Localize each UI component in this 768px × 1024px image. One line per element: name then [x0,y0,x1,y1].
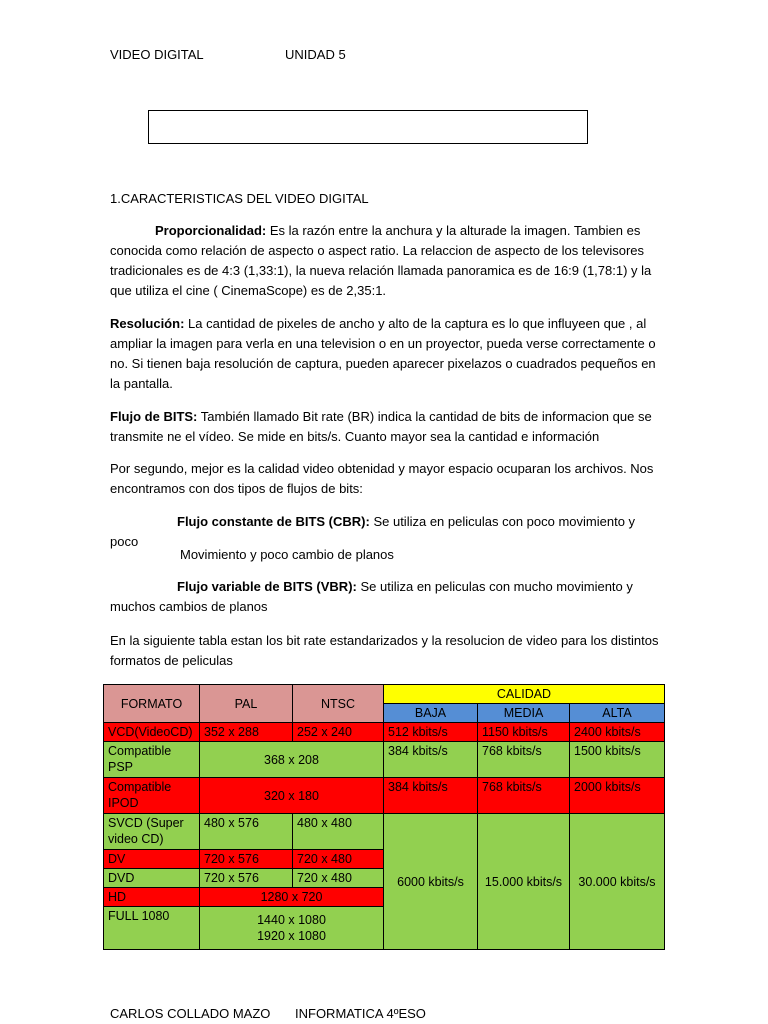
cell-resolution: 320 x 180 [200,778,384,814]
text-flujo-bits: También llamado Bit rate (BR) indica la cantidad de bits de informacion que se transmite ne el vídeo. Se mide en bits/s. Cuanto mayor sea la cantidad e información [110,409,652,444]
header-title: VIDEO DIGITAL [110,47,204,62]
cell-format: DV [104,850,200,869]
cell-group-media: 15.000 kbits/s [478,814,570,950]
paragraph-proporcionalidad [110,221,660,301]
table-row [104,814,665,850]
cell-format: Compatible PSP [104,742,200,778]
header-ntsc: NTSC [293,685,384,723]
text-cbr: Se utiliza en peliculas con poco movimiento y poco [110,514,636,549]
cell-format: VCD(VideoCD) [104,723,200,742]
cell-resolution-1440: 1440 x 1080 [257,913,326,927]
paragraph-vbr [110,577,660,617]
cell-ntsc: 252 x 240 [293,723,384,742]
footer-author: CARLOS COLLADO MAZO [110,1006,271,1021]
title-box [148,110,588,144]
label-flujo-bits: Flujo de BITS: [110,409,198,424]
cell-alta: 2000 kbits/s [570,778,665,814]
cell-format: FULL 1080 [104,907,200,950]
text-proporcionalidad: Es la razón entre la anchura y la alturade la imagen. Tambien es conocida como relación de aspecto o aspect ratio. La relaccion de aspecto de los televisores tradicionales es de 4:3 (1,33:1), la nueva relación llamada panoramica es de 16:9 (1,78:1) y la que utiliza el cine ( CinemaScope) es de 2,35:1. [110,223,652,298]
label-vbr: Flujo variable de BITS (VBR): [177,579,357,594]
cell-resolution-1920: 1920 x 1080 [257,929,326,943]
cell-pal: 480 x 576 [200,814,293,850]
header-media: MEDIA [478,704,570,723]
paragraph-flujo-bits [110,407,660,447]
table-row [104,685,665,704]
cell-media: 768 kbits/s [478,778,570,814]
cell-baja: 384 kbits/s [384,778,478,814]
section-title: 1.CARACTERISTICAS DEL VIDEO DIGITAL [110,191,369,206]
cell-resolution: 368 x 208 [200,742,384,778]
paragraph-resolucion [110,314,660,394]
cell-resolution [200,907,384,950]
label-resolucion: Resolución: [110,316,185,331]
cell-media: 1150 kbits/s [478,723,570,742]
formats-table [103,684,665,950]
cell-pal: 720 x 576 [200,850,293,869]
cell-ntsc: 720 x 480 [293,850,384,869]
table-row [104,742,665,778]
paragraph-por-segundo: Por segundo, mejor es la calidad video obtenidad y mayor espacio ocuparan los archivos. Nos encontramos con dos tipos de flujos de bits: [110,461,654,496]
cell-group-baja: 6000 kbits/s [384,814,478,950]
table-row [104,778,665,814]
footer-course: INFORMATICA 4ºESO [295,1006,426,1021]
label-proporcionalidad: Proporcionalidad: [155,223,267,238]
cell-format: DVD [104,869,200,888]
cell-baja: 512 kbits/s [384,723,478,742]
cell-ntsc: 720 x 480 [293,869,384,888]
cell-media: 768 kbits/s [478,742,570,778]
header-baja: BAJA [384,704,478,723]
cell-pal: 352 x 288 [200,723,293,742]
cell-pal: 720 x 576 [200,869,293,888]
header-unit: UNIDAD 5 [285,47,346,62]
table-row [104,723,665,742]
cell-ntsc: 480 x 480 [293,814,384,850]
paragraph-movimiento: Movimiento y poco cambio de planos [180,547,394,562]
cell-format: Compatible IPOD [104,778,200,814]
header-alta: ALTA [570,704,665,723]
cell-format: SVCD (Super video CD) [104,814,200,850]
text-resolucion: La cantidad de pixeles de ancho y alto de la captura es lo que influyeen que , al ampliar la imagen para verla en una television o en un proyector, pueda verse correctamente o no. Si tienen baja resolución de captura, pueden aparecer pixelazos o cuadrados pequeños en la pantalla. [110,316,656,391]
cell-alta: 1500 kbits/s [570,742,665,778]
cell-group-alta: 30.000 kbits/s [570,814,665,950]
label-cbr: Flujo constante de BITS (CBR): [177,514,370,529]
header-formato: FORMATO [104,685,200,723]
text-vbr: Se utiliza en peliculas con mucho movimiento y muchos cambios de planos [110,579,633,614]
cell-resolution: 1280 x 720 [200,888,384,907]
header-pal: PAL [200,685,293,723]
cell-alta: 2400 kbits/s [570,723,665,742]
cell-format: HD [104,888,200,907]
cell-baja: 384 kbits/s [384,742,478,778]
paragraph-tabla-intro: En la siguiente tabla estan los bit rate estandarizados y la resolucion de video para los distintos formatos de peliculas [110,633,659,668]
header-calidad: CALIDAD [384,685,665,704]
